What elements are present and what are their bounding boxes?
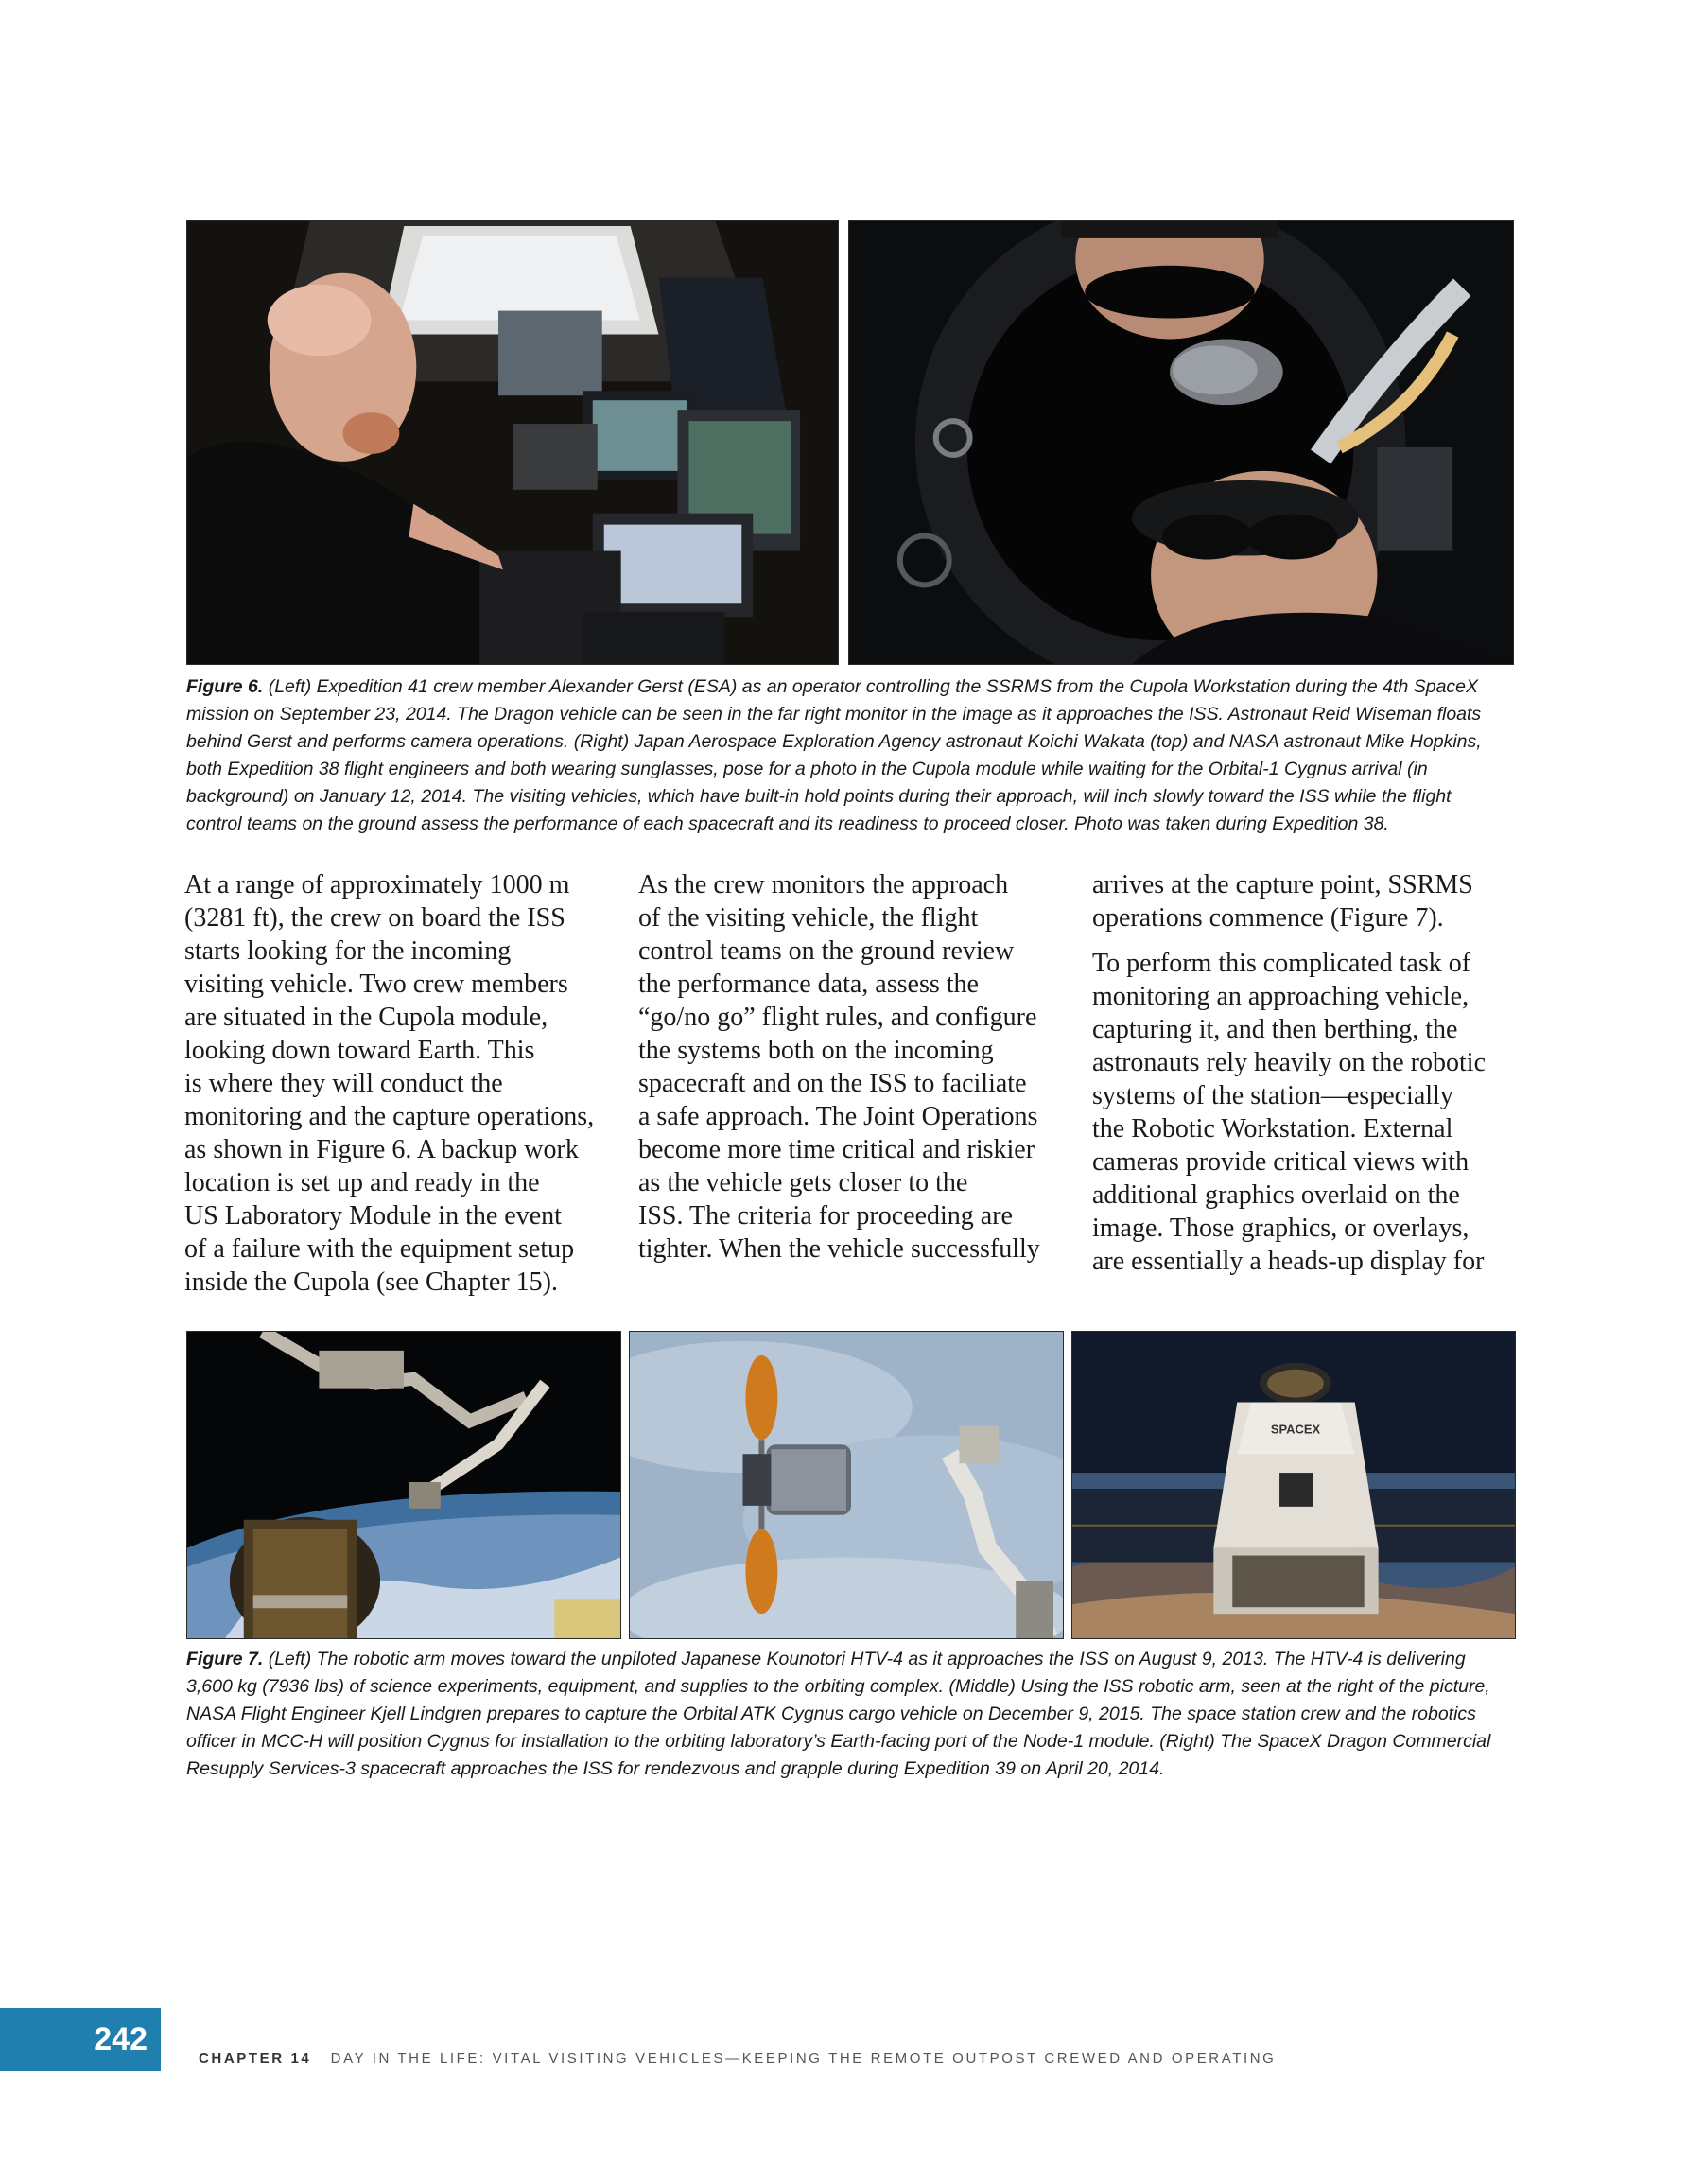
page-number-box bbox=[0, 2008, 161, 2071]
photo-cygnus-capture bbox=[629, 1331, 1064, 1639]
photo-wakata-hopkins-cupola bbox=[848, 220, 1514, 665]
body-column-1 bbox=[184, 868, 615, 1311]
figure-6-caption-text: (Left) Expedition 41 crew member Alexander Gerst (ESA) as an operator controlling the SSRMS from the Cupola Workstation during the 4th SpaceX mission on September 23, 2014. The Dragon vehicle can be seen in the far right monitor in the image as it approaches the ISS. Astronaut Reid Wiseman floats behind Gerst and performs camera operations. (Right) Japan Aerospace Exploration Agency astronaut Koichi Wakata (top) and NASA astronaut Mike Hopkins, both Expedition 38 flight engineers and both wearing sunglasses, pose for a photo in the Cupola module while waiting for the Orbital-1 Cygnus arrival (in background) on January 12, 2014. The visiting vehicles, which have built-in hold points during their approach, will inch slowly toward the ISS while the flight control teams on the ground assess the performance of each spacecraft and its readiness to proceed closer. Photo was taken during Expedition 38. bbox=[186, 676, 1482, 834]
body-paragraph: At a range of approximately 1000 m (3281 ft), the crew on board the ISS starts looking for the incoming visiting vehicle. Two crew members are situated in the Cupola module, looking down toward Earth. This is where they will conduct the monitoring and the capture operations, as shown in Figure 6. A backup work location is set up and ready in the US Laboratory Module in the event of a failure with the equipment setup inside the Cupola (see Chapter 15). bbox=[184, 870, 595, 1297]
chapter-label: CHAPTER 14 bbox=[199, 2051, 312, 2067]
figure-6-label: Figure 6. bbox=[186, 676, 264, 697]
body-paragraph: To perform this complicated task of monitoring an approaching vehicle, capturing it, and then berthing, the astronauts rely heavily on the robotic systems of the station—especially the Robotic Workstation. External cameras provide critical views with additional graphics overlaid on the image. Those graphics, or overlays, are essentially a heads-up display for bbox=[1092, 949, 1486, 1276]
running-footer bbox=[199, 2051, 1276, 2067]
photo-spacex-dragon bbox=[1071, 1331, 1516, 1639]
dragon-spacex-logo-text: SPACEX bbox=[1270, 1422, 1321, 1437]
figure-7-label: Figure 7. bbox=[186, 1649, 264, 1669]
page-number: 242 bbox=[94, 2021, 148, 2057]
body-column-3 bbox=[1092, 868, 1518, 1290]
figure-7-caption bbox=[186, 1646, 1510, 1783]
chapter-title: DAY IN THE LIFE: VITAL VISITING VEHICLES—KEEPING THE REMOTE OUTPOST CREWED AND OPERATING bbox=[330, 2051, 1277, 2067]
body-column-2 bbox=[638, 868, 1069, 1278]
photo-robotic-arm-htv4 bbox=[186, 1331, 621, 1639]
body-paragraph: arrives at the capture point, SSRMS operations commence (Figure 7). bbox=[1092, 870, 1473, 933]
figure-6-caption bbox=[186, 673, 1510, 838]
figure-7-caption-text: (Left) The robotic arm moves toward the unpiloted Japanese Kounotori HTV-4 as it approaches the ISS on August 9, 2013. The HTV-4 is delivering 3,600 kg (7936 lbs) of science experiments, equipment, and supplies to the orbiting complex. (Middle) Using the ISS robotic arm, seen at the right of the picture, NASA Flight Engineer Kjell Lindgren prepares to capture the Orbital ATK Cygnus cargo vehicle on December 9, 2015. The space station crew and the robotics officer in MCC-H will position Cygnus for installation to the orbiting laboratory’s Earth-facing port of the Node-1 module. (Right) The SpaceX Dragon Commercial Resupply Services-3 spacecraft approaches the ISS for rendezvous and grapple during Expedition 39 on April 20, 2014. bbox=[186, 1649, 1491, 1779]
photo-gerst-cupola-workstation bbox=[186, 220, 839, 665]
body-paragraph: As the crew monitors the approach of the visiting vehicle, the flight control teams on the ground review the performance data, assess the “go/no go” flight rules, and configure the systems both on the incoming spacecraft and on the ISS to faciliate a safe approach. The Joint Operations become more time critical and riskier as the vehicle gets closer to the ISS. The criteria for proceeding are tighter. When the vehicle successfully bbox=[638, 870, 1040, 1264]
